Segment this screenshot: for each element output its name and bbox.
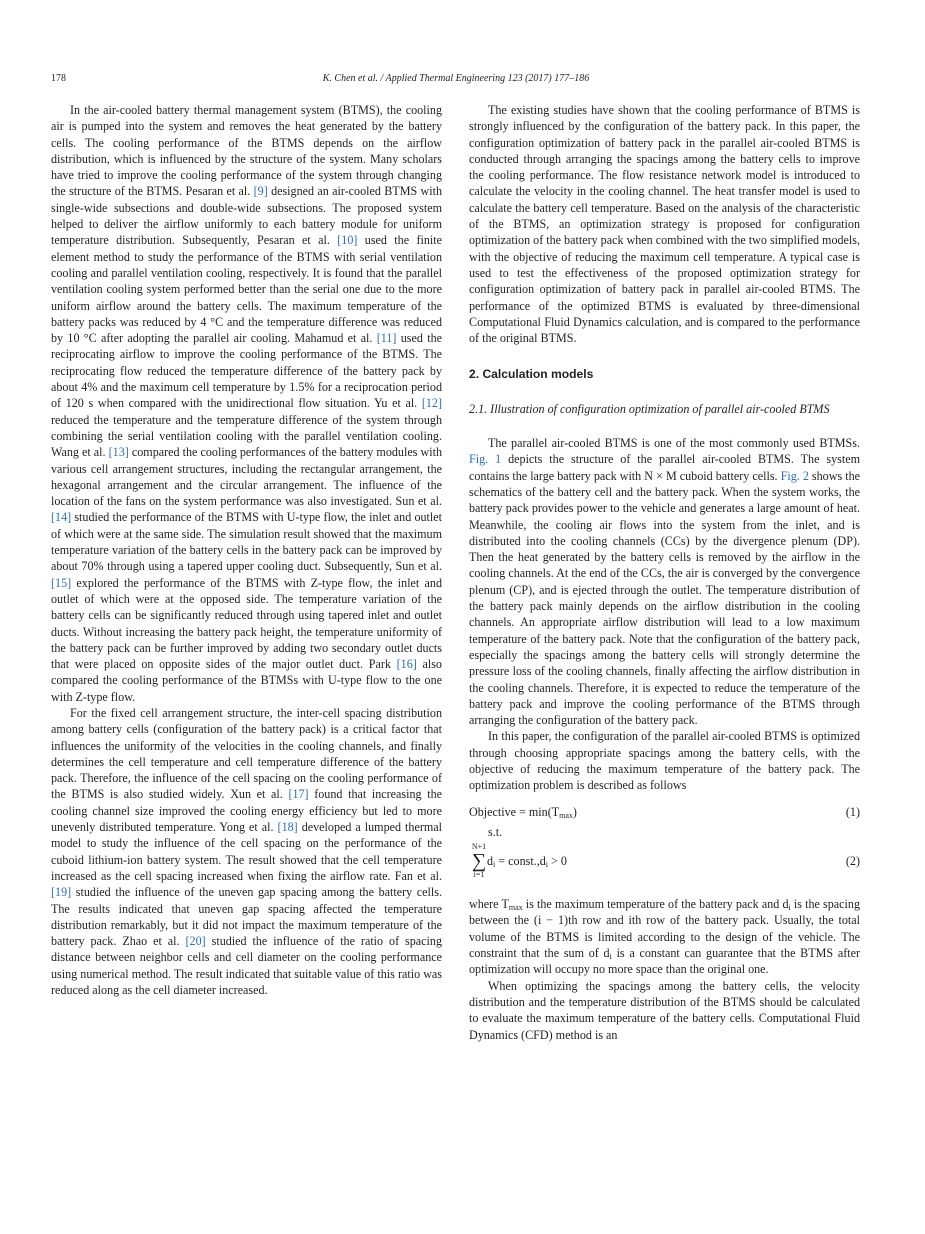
- citation-link[interactable]: [15]: [51, 575, 72, 590]
- citation-link[interactable]: [9]: [253, 184, 268, 199]
- paragraph: In the air-cooled battery thermal management system (BTMS), the cooling air is pumped into the system and removes the heat generated by the battery cells. The cooling performance of the BTMS depends on the airflow distribution, which is influenced by the structure of the system. Many scholars have tried to improve the cooling performance of the system through changing the structure of the BTMS. Pesaran et al. [9] designed an air-cooled BTMS with single-wide subsections and double-wide subsections. The proposed system helped to deliver the airflow uniformly to each battery module for uniform temperature distribution. Subsequently, Pesaran et al. [10] used the finite element method to study the performance of the BTMS with serial ventilation cooling and parallel ventilation cooling, respectively. It is found that the parallel ventilation cooling system performed better than the serial one due to the more uniform airflow around the battery cells. The maximum temperature of the battery packs was reduced by 4 °C and the temperature difference was reduced by 10 °C after adopting the parallel air cooling. Mahamud et al. [11] used the reciprocating airflow to improve the cooling performance of the BTMS. The reciprocating flow reduced the temperature difference of the battery pack by about 4% and the maximum cell temperature by 1.5% for a reciprocation period of 120 s when compared with the unidirectional flow situation. Yu et al. [12] reduced the temperature and the temperature difference of the system through combining the serial ventilation cooling with the parallel ventilation cooling. Wang et al. [13] compared the cooling performances of the battery modules with various cell arrangement structures, including the rectangular arrangement, the hexagonal arrangement and the circular arrangement. The influence of the location of the fans on the system performance was also investigated. Sun et al. [14] studied the performance of the BTMS with U-type flow, the inlet and outlet of which were at the same side. The simulation result showed that the maximum temperature variation of the battery cells in the battery pack can be improved by about 70% through using a tapered upper cooling duct. Subsequently, Sun et al. [15] explored the performance of the BTMS with Z-type flow, the inlet and outlet of which were at the opposed side. The temperature variation of the battery cells can be significantly reduced through using tapered inlet and outlet ducts. Without increasing the battery pack height, the temperature uniformity of the battery pack can be further improved by adding two secondary outlet ducts that were placed on opposite sides of the major outlet duct. Park [16] also compared the cooling performance of the BTMSs with U-type flow to the one with Z-type flow.: [51, 103, 442, 704]
- paragraph: where $T_{max}$ is the maximum temperature of the battery pack and $d_i$ is the spacing between the (i − 1)th row and ith row of the battery pack. Usually, the total volume of the BTMS is limited according to the design of the vehicle. The constraint that the sum of $d_i$ is a constant can guarantee that the BTMS after optimization will occupy no more space than the original one.: [469, 897, 860, 977]
- citation-link[interactable]: [10]: [337, 233, 358, 248]
- left-column: [51, 102, 442, 998]
- citation-link[interactable]: [17]: [288, 787, 309, 802]
- equation-2: [469, 842, 860, 892]
- citation-link[interactable]: [20]: [185, 934, 206, 949]
- subject-to-label: s.t.: [488, 824, 503, 839]
- section-title: 2. Calculation models: [469, 367, 594, 382]
- subsection-title: 2.1. Illustration of configuration optimization of parallel air-cooled BTMS: [469, 401, 830, 416]
- right-column: [469, 102, 860, 1043]
- citation-link[interactable]: [16]: [396, 657, 417, 672]
- figure-link[interactable]: Fig. 2: [780, 468, 809, 483]
- running-head: K. Chen et al. / Applied Thermal Engineering 123 (2017) 177–186: [322, 73, 590, 84]
- citation-link[interactable]: [18]: [277, 820, 298, 835]
- paragraph: The existing studies have shown that the cooling performance of BTMS is strongly influenced by the configuration of the battery pack. In this paper, the configuration optimization of battery pack in the parallel air-cooled BTMS is conducted through arranging the spacings among the battery cells to improve the cooling performance. The flow resistance network model is introduced to calculate the velocity in the cooling channel. The heat transfer model is used to calculate the battery cell temperature. Based on the analysis of the characteristic of the BTMS, an optimization strategy is proposed for configuration optimization of the battery pack when combined with the two simplified models, with the objective of reducing the maximum cell temperature. A typical case is used to test the effectiveness of the proposed optimization strategy for configuration optimization of battery pack in parallel air-cooled BTMS. The performance of the optimized BTMS is evaluated by three-dimensional Computational Fluid Dynamics calculation, and is compared to the performance of the original BTMS.: [469, 103, 860, 346]
- paragraph: When optimizing the spacings among the battery cells, the velocity distribution and the temperature distribution of the BTMS should be calculated to evaluate the maximum temperature of the battery cells. Computational Fluid Dynamics (CFD) method is an: [469, 978, 860, 1042]
- paragraph: The parallel air-cooled BTMS is one of the most commonly used BTMSs. Fig. 1 depicts the structure of the parallel air-cooled BTMS. The system contains the large battery pack with N × M cuboid battery cells. Fig. 2 shows the schematics of the battery cell and the battery pack. When the system works, the battery pack provides power to the vehicle and generates a large amount of heat. Meanwhile, the cooling air flows into the system from the inlet, and is distributed into the cooling channels (CCs) by the divergence plenum (DP). Then the heat generated by the battery cells is removed by the airflow in the cooling channels. At the end of the CCs, the air is converged by the convergence plenum (CP), and is ejected through the outlet. The temperature distribution of the battery pack mainly depends on the airflow distribution in the cooling channels. An appropriate airflow distribution will lead to a low maximum temperature of the battery pack. Note that the configuration of the battery pack, especially the spacings among the battery cells will strongly determine the pressure loss of the cooling channels, finally affecting the airflow distribution in the cooling channels. Therefore, it is expected to reduce the temperature of the battery pack and improve the cooling performance of the BTMS through arranging the configuration of the battery pack.: [469, 436, 861, 728]
- page-number: 178: [51, 73, 66, 84]
- citation-link[interactable]: [19]: [51, 885, 72, 900]
- equation-number: (1): [845, 804, 860, 819]
- equation-body: $d_i$ = $const.,d_i > 0$: [487, 854, 567, 870]
- summation-symbol: N+1 ∑ i=1: [471, 842, 487, 880]
- citation-link[interactable]: [12]: [421, 396, 442, 411]
- page-header: [51, 71, 861, 87]
- equation-1: [469, 804, 860, 820]
- paragraph: In this paper, the configuration of the parallel air-cooled BTMS is optimized through choosing appropriate spacings among the battery cells, with the objective of reducing the maximum temperature of the battery pack. The optimization problem is described as follows: [469, 729, 860, 793]
- paragraph: For the fixed cell arrangement structure, the inter-cell spacing distribution among battery cells (configuration of the battery pack) is a critical factor that influences the uniformity of the velocities in the cooling channels, and finally determines the cell temperature and cell temperature difference of the battery pack. Therefore, the influence of the cell spacing on the cooling performance of the BTMS is also studied widely. Xun et al. [17] found that increasing the cooling channel size improved the cooling energy efficiency but led to more unevenly distributed temperature. Yong et al. [18] developed a lumped thermal model to study the influence of the cell spacing on the performance of the cuboid lithium-ion battery system. The result showed that the cell temperature increased as the cell spacing increased when fixing the airflow rate. Fan et al. [19] studied the influence of the uneven gap spacing among the battery cells. The results indicated that uneven gap spacing affected the temperature distribution remarkably, but it did not impact the maximum temperature of the battery pack. Zhao et al. [20] studied the influence of the ratio of spacing distance between neighbor cells and cell diameter on the cooling performance using numerical method. The result indicated that suitable value of this ratio was reduced along as the cell diameter increased.: [51, 705, 443, 998]
- citation-link[interactable]: [14]: [51, 510, 72, 525]
- equation-body: Objective = $\min(T_{max})$: [469, 804, 577, 820]
- citation-link[interactable]: [13]: [108, 445, 129, 460]
- figure-link[interactable]: Fig. 1: [469, 452, 502, 467]
- equation-number: (2): [845, 854, 860, 869]
- citation-link[interactable]: [11]: [376, 331, 397, 346]
